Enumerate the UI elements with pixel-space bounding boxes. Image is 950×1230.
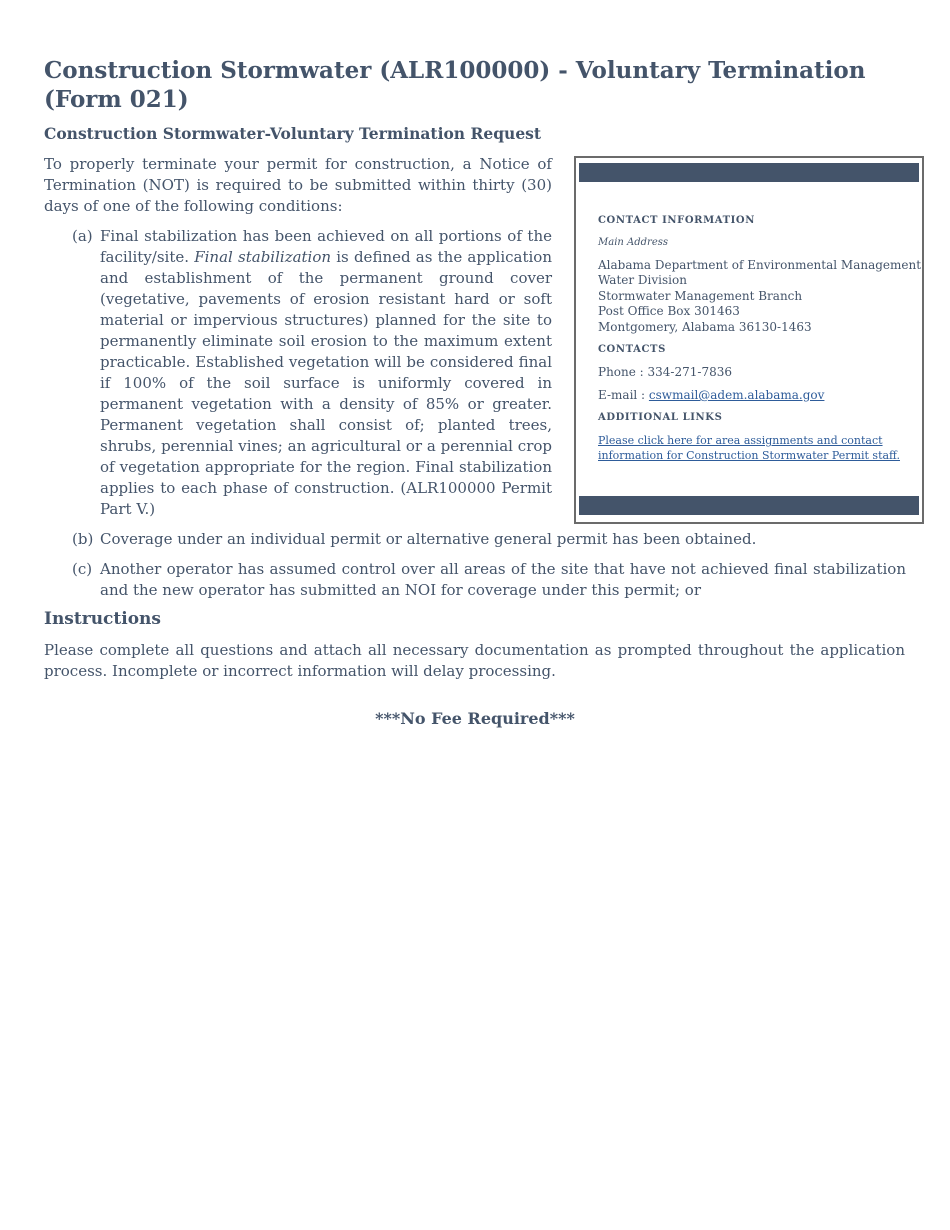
page-title: Construction Stormwater (ALR100000) - Voluntary Termination (Form 021)	[44, 57, 866, 113]
main-address	[598, 258, 922, 335]
condition-text: Another operator has assumed control over all areas of the site that have not achieved final stabilization and the new operator has submitted an NOI for coverage under this permit; or	[100, 560, 906, 599]
contacts-heading: CONTACTS	[598, 344, 666, 356]
phone-number: Phone : 334-271-7836	[598, 365, 732, 380]
address-line: Montgomery, Alabama 36130-1463	[598, 319, 812, 334]
address-line: Post Office Box 301463	[598, 304, 740, 319]
intro-paragraph: To properly terminate your permit for construction, a Notice of Termination (NOT) is required to be submitted within thirty (30) days of one of the following conditions:	[44, 155, 552, 215]
fee-note: ***No Fee Required***	[375, 709, 575, 728]
condition-b	[72, 529, 906, 550]
condition-text: Coverage under an individual permit or alternative general permit has been obtained.	[100, 530, 757, 548]
address-line: Stormwater Management Branch	[598, 288, 803, 303]
defined-term: Final stabilization	[194, 248, 332, 266]
contact-info-box	[574, 156, 924, 524]
condition-text-part: is defined as the application and establishment of the permanent ground cover (vegetative, pavements of erosion resistant hard or soft material or impervious structures) planned for the site to permanently eliminate soil erosion to the maximum extent practicable. Established vegetation will be considered final if 100% of the soil surface is uniformly covered in permanent vegetation with a density of 85% or greater. Permanent vegetation shall consist of; planted trees, shrubs, perennial vines; an agricultural or a perennial crop of vegetation appropriate for the region. Final stabilization applies to each phase of construction. (ALR100000 Permit Part V.)	[100, 248, 552, 518]
section-subtitle: Construction Stormwater-Voluntary Termination Request	[44, 124, 542, 143]
contact-box-top-bar	[579, 163, 919, 182]
contact-box-bottom-bar	[579, 496, 919, 515]
additional-links-heading: ADDITIONAL LINKS	[598, 412, 723, 424]
instructions-heading: Instructions	[44, 609, 161, 629]
instructions-paragraph: Please complete all questions and attach all necessary documentation as prompted throughout the application process. Incomplete or incorrect information will delay processing.	[44, 641, 905, 680]
condition-marker: (a)	[72, 227, 93, 245]
condition-text-part: Final stabilization has been achieved on all portions of the facility/site.	[100, 227, 552, 266]
condition-a	[72, 226, 552, 520]
link-line[interactable]: Please click here for area assignments and contact	[598, 434, 883, 448]
condition-marker: (c)	[72, 560, 93, 578]
email-link[interactable]: cswmail@adem.alabama.gov	[648, 388, 825, 403]
email-line	[598, 388, 908, 403]
main-address-label: Main Address	[598, 237, 669, 248]
contact-box-content	[598, 214, 922, 463]
condition-c	[72, 559, 906, 601]
contact-information-heading: CONTACT INFORMATION	[598, 215, 755, 226]
address-line: Water Division	[598, 273, 687, 288]
email-label: E-mail :	[598, 388, 649, 403]
condition-marker: (b)	[72, 530, 94, 548]
link-line[interactable]: information for Construction Stormwater Permit staff.	[598, 449, 900, 463]
address-line: Alabama Department of Environmental Management	[598, 258, 922, 272]
condition-text	[100, 226, 552, 520]
area-assignments-link[interactable]	[598, 433, 908, 463]
